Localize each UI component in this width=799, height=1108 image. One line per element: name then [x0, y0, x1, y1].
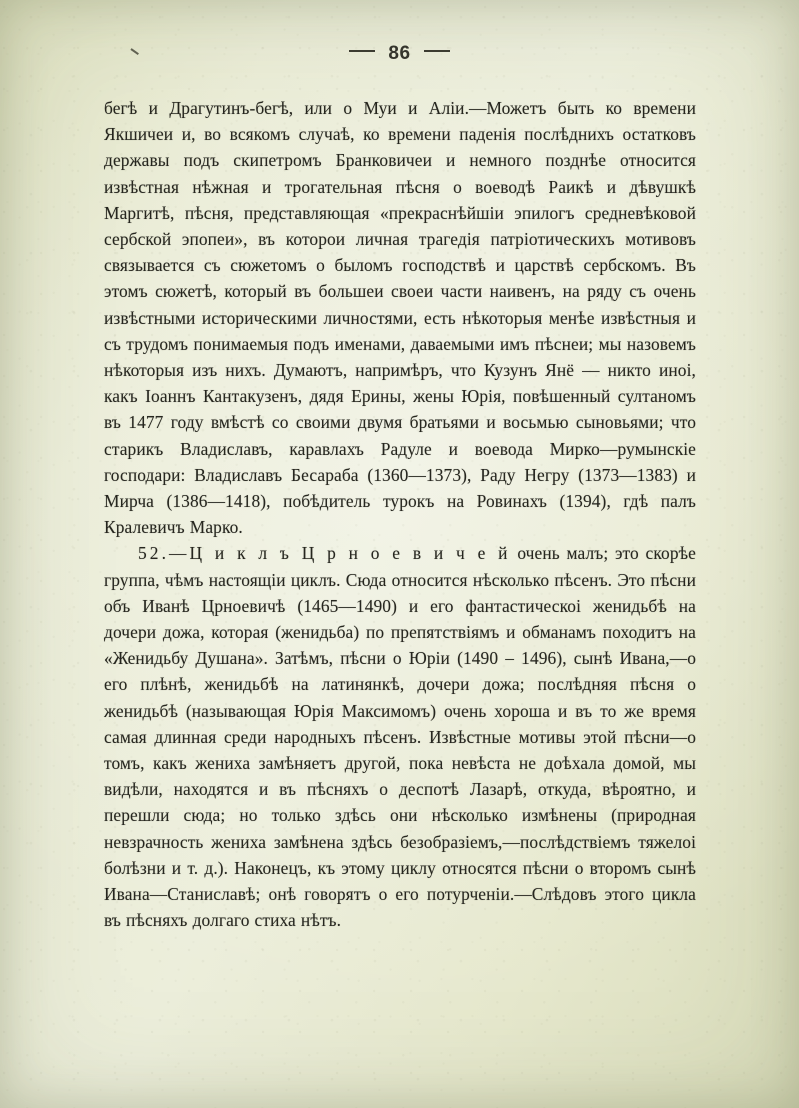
- page-number: 86: [388, 43, 411, 65]
- paragraph-continuation: бегѣ и Драгутинъ-бегѣ, или о Муи и Аліи.—Можетъ быть ко времени Якшичеи и, во всякомъ случаѣ, ко времени паденія послѣднихъ остатковъ державы подъ скипетромъ Бранковичеи и немного позднѣе относится извѣстная нѣжная и трогательная пѣсня о воеводѣ Раикѣ и дѣвушкѣ Маргитѣ, пѣсня, представляющая «прекраснѣйшіи эпилогъ средневѣковой сербской эпопеи», въ которои личная трагедія патріотическихъ мотивовъ связывается съ сюжетомъ о быломъ господствѣ и царствѣ сербскомъ. Въ этомъ сюжетѣ, который въ большеи своеи части наивенъ, на ряду съ очень извѣстными историческими личностями, есть нѣкоторыя менѣе извѣстныя и съ трудомъ понимаемыя подъ именами, даваемыми имъ пѣснеи; мы назовемъ нѣкоторыя изъ нихъ. Думаютъ, напримѣръ, что Кузунъ Янё — никто иноі, какъ Іоаннъ Кантакузенъ, дядя Ерины, жены Юрія, повѣшенный султаномъ въ 1477 году вмѣстѣ со своими двумя братьями и восьмью сыновьями; что старикъ Владиславъ, каравлахъ Радуле и воевода Мирко—румынскіе господари: Владиславъ Бесараба (1360—1373), Раду Негру (1373—1383) и Мирча (1386—1418), побѣдитель турокъ на Ровинахъ (1394), гдѣ палъ Кралевичъ Марко.: [104, 98, 696, 538]
- paragraph-section-52: [104, 540, 696, 933]
- section-52-text: очень малъ; это скорѣе группа, чѣмъ настоящіи циклъ. Сюда относится нѣсколько пѣсенъ. Это пѣсни объ Иванѣ Црноевичѣ (1465—1490) и его фантастическоі женидьбѣ на дочери дожа, которая (женидьба) по препятствіямъ и обманамъ походитъ на «Женидьбу Душана». Затѣмъ, пѣсни о Юріи (1490 – 1496), сынѣ Ивана,—о его плѣнѣ, женидьбѣ на латинянкѣ, дочери дожа; послѣдняя пѣсня о женидьбѣ (называющая Юрія Максимомъ) очень хороша и въ то же время самая длинная среди народныхъ пѣсенъ. Извѣстные мотивы этой пѣсни—о томъ, какъ жениха замѣняетъ другой, пока невѣста не доѣхала домой, мы видѣли, находятся и въ пѣсняхъ о деспотѣ Лазарѣ, откуда, вѣроятно, и перешли сюда; но только здѣсь они нѣсколько измѣнены (природная невзрачность жениха замѣнена здѣсь безобразіемъ,—послѣдствіемъ тяжелоі болѣзни и т. д.). Наконецъ, къ этому циклу относятся пѣсни о второмъ сынѣ Ивана—Станиславѣ; онѣ говорятъ о его потурченіи.—Слѣдовъ этого цикла въ пѣсняхъ долгаго стиха нѣтъ.: [104, 543, 696, 931]
- body-text: [104, 95, 696, 934]
- section-heading-inline: 52.—Ц и к л ъ Ц р н о е в и ч е й: [138, 543, 511, 564]
- page-header: [0, 42, 799, 65]
- folio-rule-left-icon: [349, 50, 375, 52]
- folio-rule-right-icon: [424, 50, 450, 52]
